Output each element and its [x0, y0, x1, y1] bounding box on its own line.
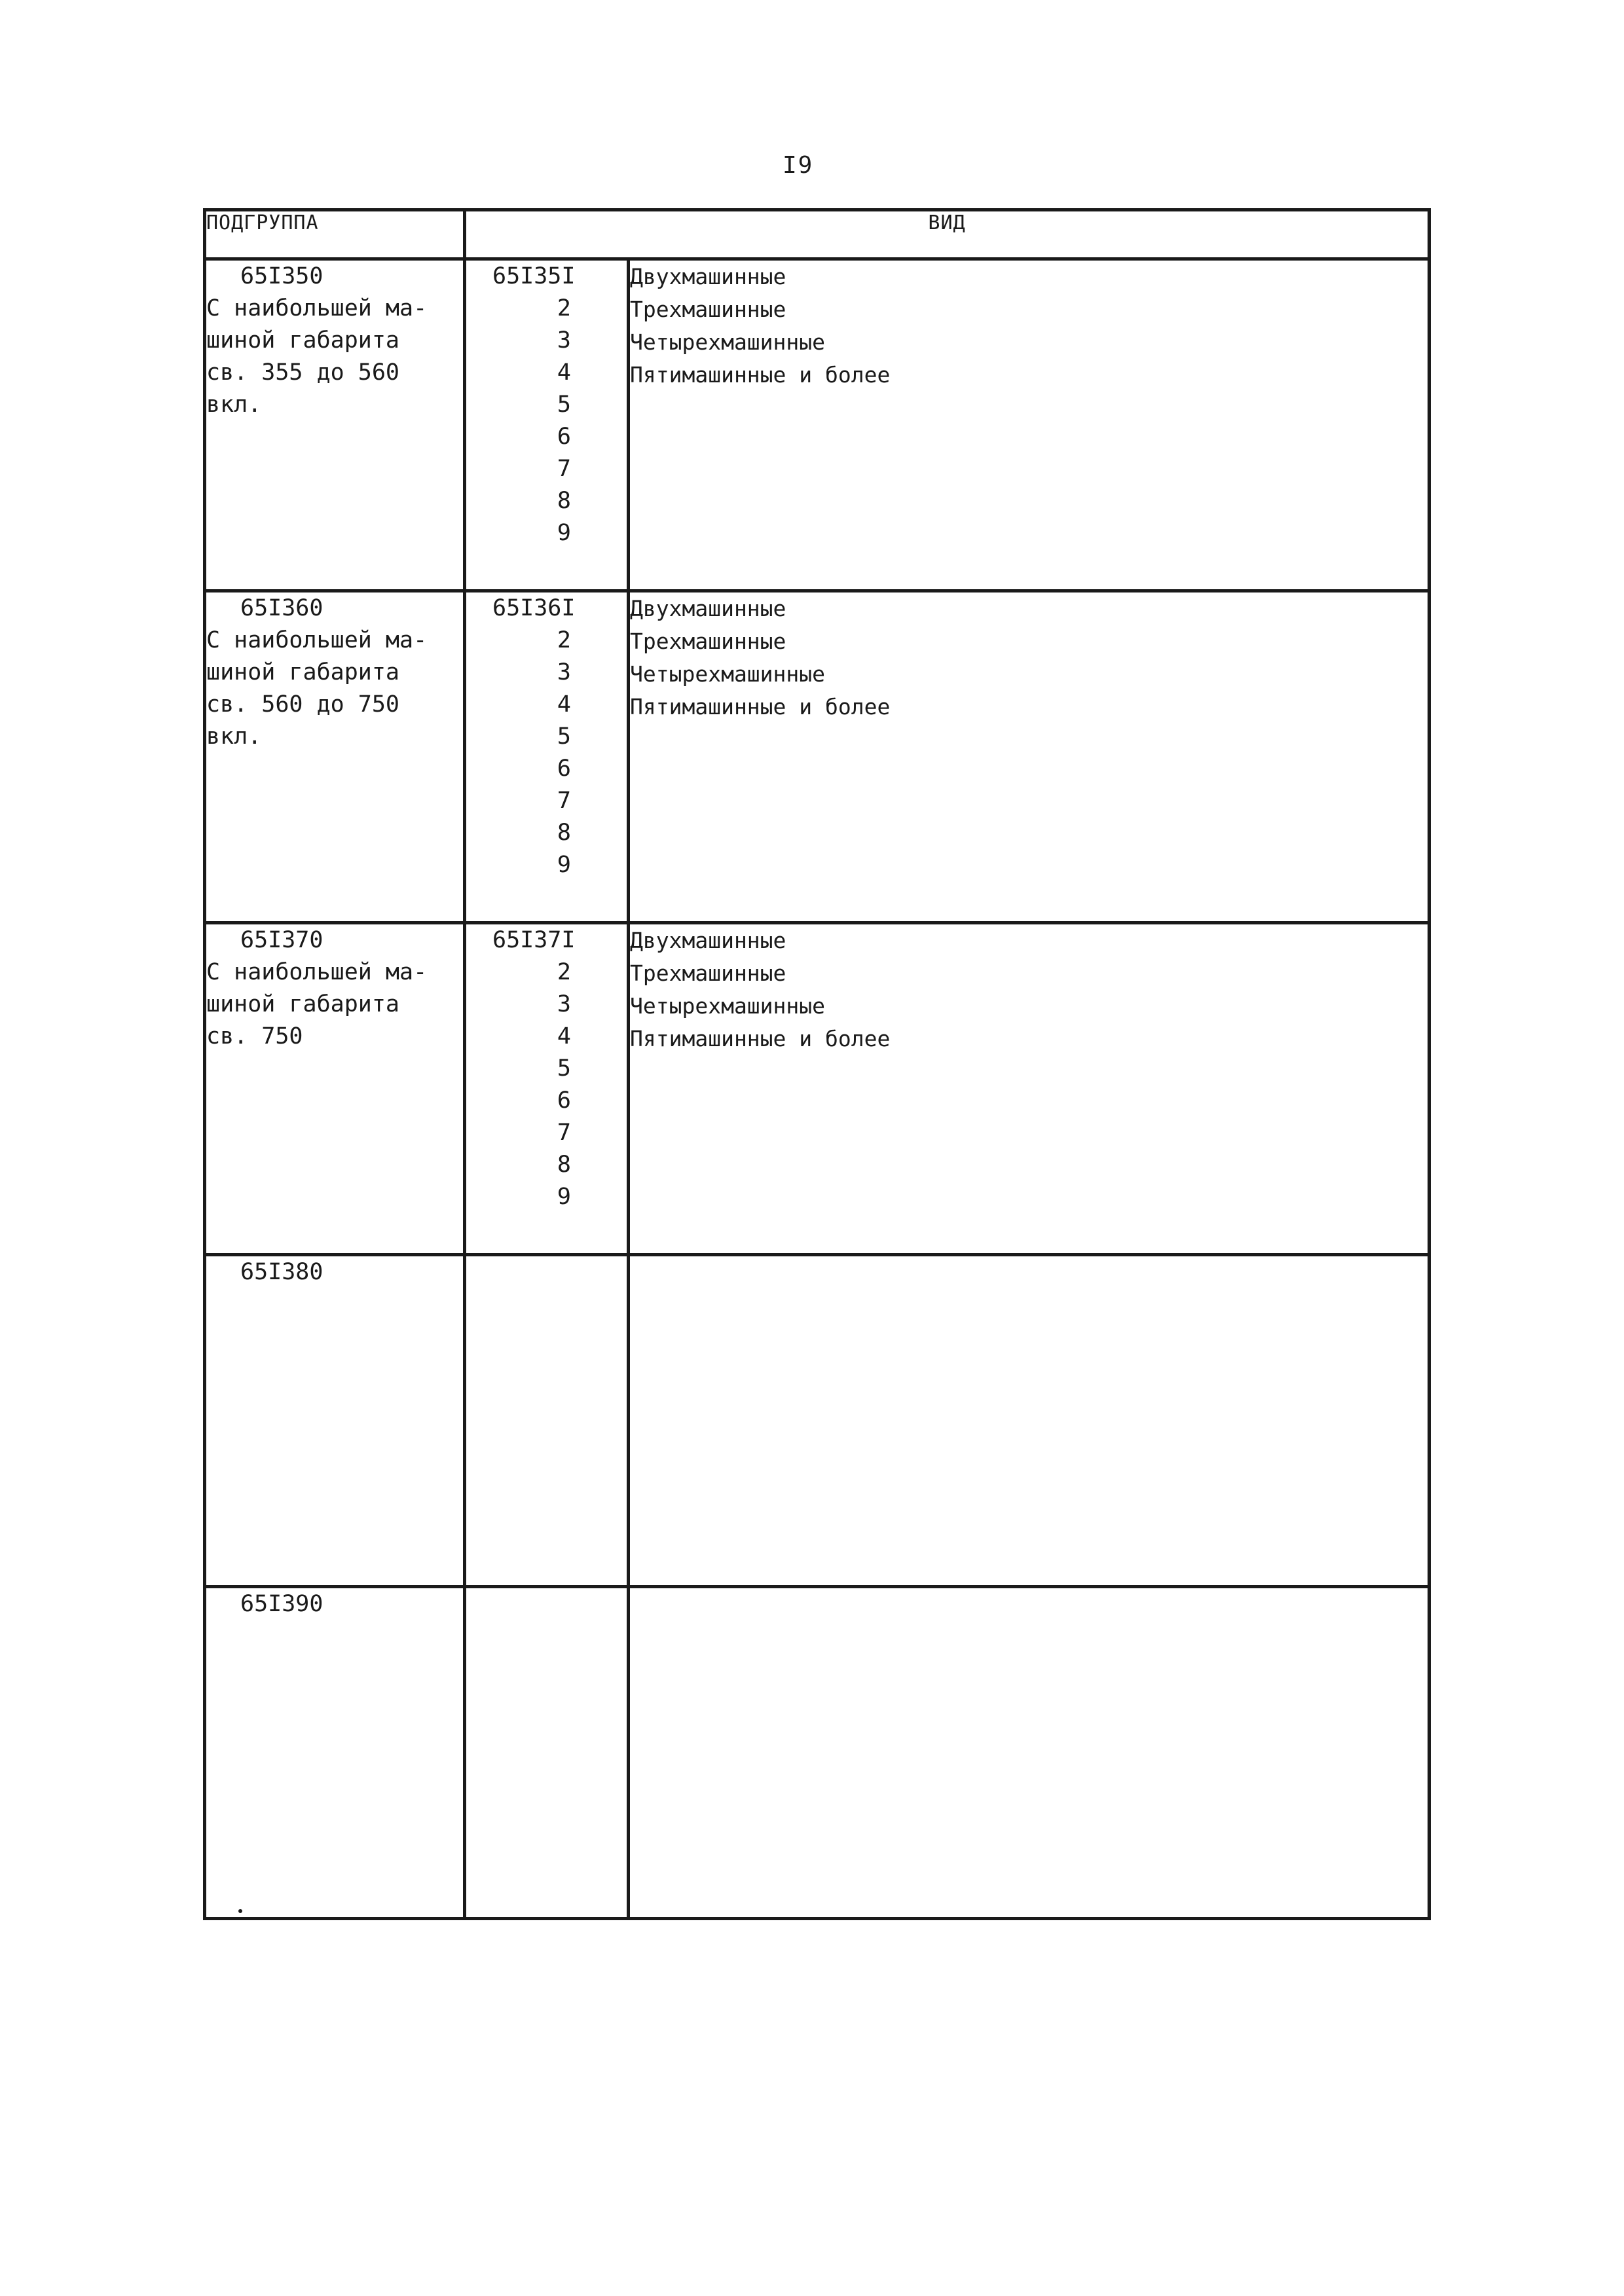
subgroup-description: С наибольшей ма- шиной габарита св. 355 до 560 вкл.	[206, 295, 428, 418]
table-row	[205, 591, 1430, 923]
kind-code: 2	[557, 295, 571, 321]
kind-description: Четырехмашинные	[630, 329, 826, 355]
kind-code-cell	[465, 591, 629, 923]
kind-code-cell	[465, 259, 629, 591]
kind-code: 9	[557, 520, 571, 546]
kind-code: 7	[557, 788, 571, 814]
kind-code: 5	[557, 1055, 571, 1082]
subgroup-code: 65I390	[240, 1591, 323, 1617]
kind-code-list	[466, 924, 627, 1213]
classifier-table	[203, 208, 1431, 1920]
table-header-row	[205, 210, 1430, 259]
kind-code: 4	[557, 691, 571, 718]
kind-description: Четырехмашинные	[630, 993, 826, 1019]
subgroup-code: 65I350	[240, 263, 323, 289]
kind-code: 3	[557, 327, 571, 354]
kind-description: Двухмашинные	[630, 264, 786, 289]
kind-code: 6	[557, 1087, 571, 1114]
subgroup-cell	[205, 591, 465, 923]
kind-code-cell	[465, 1255, 629, 1587]
table-row	[205, 923, 1430, 1255]
kind-code: 6	[557, 756, 571, 782]
scan-speck	[238, 1909, 242, 1913]
subgroup-cell	[205, 1587, 465, 1919]
kind-code-cell	[465, 923, 629, 1255]
subgroup-description: С наибольшей ма- шиной габарита св. 750	[206, 959, 428, 1049]
kind-code-list	[466, 592, 627, 881]
kind-code-cell	[465, 1587, 629, 1919]
kind-description: Трехмашинные	[630, 960, 786, 986]
kind-code: 2	[557, 959, 571, 985]
kind-description: Пятимашинные и более	[630, 362, 891, 388]
kind-code: 65I37I	[492, 927, 576, 953]
subgroup-code: 65I360	[240, 595, 323, 621]
kind-description-cell	[629, 1587, 1430, 1919]
subgroup-cell	[205, 1255, 465, 1587]
subgroup-cell	[205, 923, 465, 1255]
kind-code: 5	[557, 392, 571, 418]
subgroup-code: 65I370	[240, 927, 323, 953]
subgroup-description: С наибольшей ма- шиной габарита св. 560 до 750 вкл.	[206, 627, 428, 750]
page-number: I9	[783, 152, 814, 179]
kind-description: Двухмашинные	[630, 596, 786, 621]
kind-code: 8	[557, 1152, 571, 1178]
kind-description: Пятимашинные и более	[630, 694, 891, 720]
kind-code: 2	[557, 627, 571, 653]
table-row	[205, 1255, 1430, 1587]
kind-description-cell	[629, 591, 1430, 923]
kind-code: 9	[557, 852, 571, 878]
kind-code: 8	[557, 488, 571, 514]
subgroup-column-header: ПОДГРУППА	[205, 210, 465, 259]
kind-code: 4	[557, 1023, 571, 1049]
kind-description-cell	[629, 259, 1430, 591]
kind-code: 65I36I	[492, 595, 576, 621]
kind-code: 6	[557, 424, 571, 450]
kind-description: Трехмашинные	[630, 297, 786, 322]
kind-description-list	[630, 592, 1428, 723]
kind-description: Трехмашинные	[630, 629, 786, 654]
kind-code-list	[466, 261, 627, 549]
subgroup-code: 65I380	[240, 1259, 323, 1285]
kind-code: 9	[557, 1184, 571, 1210]
kind-description-list	[630, 924, 1428, 1055]
kind-description-cell	[629, 1255, 1430, 1587]
subgroup-cell	[205, 259, 465, 591]
kind-description: Двухмашинные	[630, 928, 786, 953]
kind-code: 4	[557, 359, 571, 386]
kind-description-cell	[629, 923, 1430, 1255]
kind-description: Четырехмашинные	[630, 661, 826, 687]
kind-code: 7	[557, 1120, 571, 1146]
kind-code: 8	[557, 820, 571, 846]
table-body	[205, 259, 1430, 1919]
kind-code: 7	[557, 456, 571, 482]
kind-code: 5	[557, 723, 571, 750]
kind-code: 3	[557, 991, 571, 1017]
kind-description: Пятимашинные и более	[630, 1026, 891, 1051]
kind-code: 65I35I	[492, 263, 576, 289]
kind-column-header: ВИД	[465, 210, 1430, 259]
table-row	[205, 259, 1430, 591]
table-row	[205, 1587, 1430, 1919]
kind-description-list	[630, 261, 1428, 392]
kind-code: 3	[557, 659, 571, 685]
